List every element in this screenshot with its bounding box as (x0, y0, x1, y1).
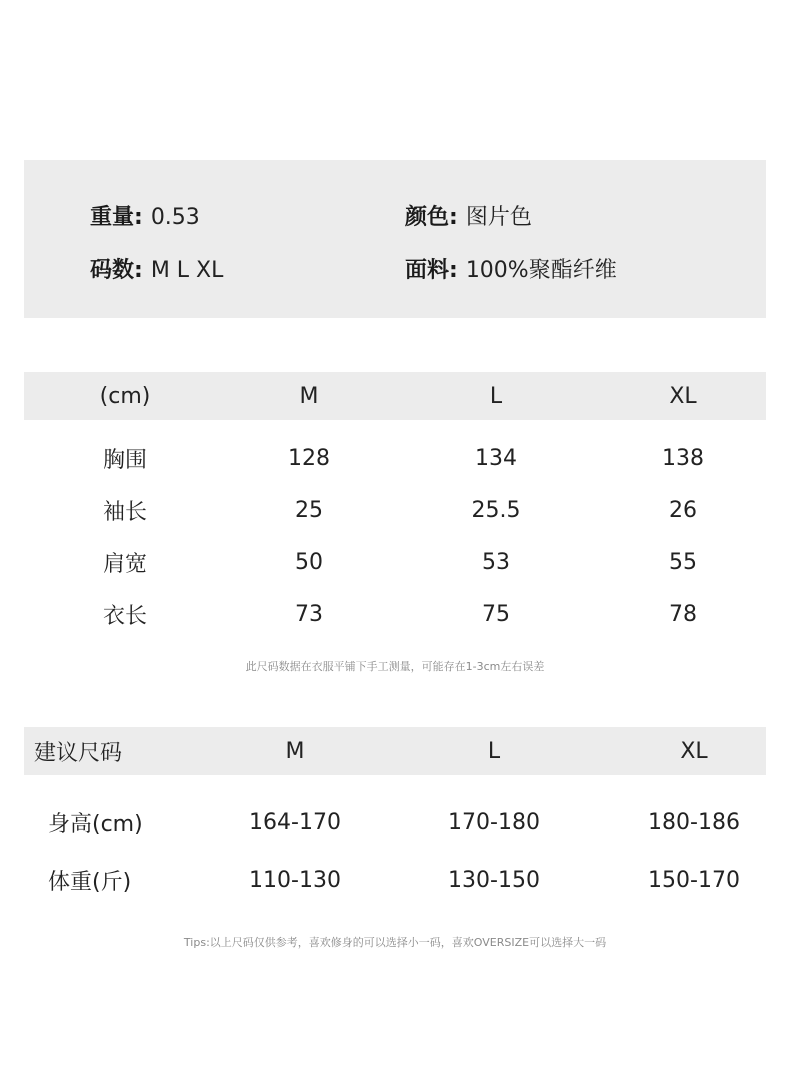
cell-value: 150-170 (648, 867, 740, 893)
row-label: 肩宽 (102, 551, 147, 577)
header-recommend: 建议尺码 (34, 740, 123, 766)
cell-value: 110-130 (249, 867, 341, 893)
size-recommendation-table (24, 727, 766, 909)
cell-value: 73 (295, 601, 323, 627)
table-row (24, 851, 766, 909)
cell-value: 128 (288, 445, 330, 471)
cell-value: 138 (662, 445, 704, 471)
tips-note: Tips:以上尺码仅供参考，喜欢修身的可以选择小一码，喜欢OVERSIZE可以选择大一码 (183, 936, 607, 949)
table-row (24, 484, 766, 536)
cell-value: 75 (482, 601, 510, 627)
table-row (24, 793, 766, 851)
header-size-m: M (285, 738, 305, 764)
table-header (24, 372, 766, 420)
weight-info (90, 204, 200, 232)
cell-value: 130-150 (448, 867, 540, 893)
product-info-panel (24, 160, 766, 318)
fabric-value: 100%聚酯纤维 (465, 258, 617, 283)
weight-value: 0.53 (150, 205, 200, 230)
cell-value: 164-170 (249, 809, 341, 835)
color-value: 图片色 (465, 205, 532, 230)
table-header (24, 727, 766, 775)
weight-label: 重量: (90, 205, 143, 230)
cell-value: 55 (669, 549, 697, 575)
size-measurement-table (24, 372, 766, 640)
cell-value: 134 (475, 445, 517, 471)
table-row (24, 536, 766, 588)
table-row (24, 432, 766, 484)
cell-value: 25.5 (471, 497, 521, 523)
fabric-info (405, 257, 617, 285)
cell-value: 170-180 (448, 809, 540, 835)
sizes-label: 码数: (90, 258, 143, 283)
cell-value: 180-186 (648, 809, 740, 835)
row-label: 胸围 (102, 447, 147, 473)
header-size-m: M (299, 383, 319, 409)
cell-value: 53 (482, 549, 510, 575)
measurement-note: 此尺码数据在衣服平铺下手工测量，可能存在1-3cm左右误差 (245, 660, 545, 673)
color-info (405, 204, 532, 232)
row-label: 袖长 (102, 499, 147, 525)
color-label: 颜色: (405, 205, 458, 230)
cell-value: 50 (295, 549, 323, 575)
cell-value: 25 (295, 497, 323, 523)
header-size-l: L (489, 383, 503, 409)
table-row (24, 588, 766, 640)
header-size-xl: XL (680, 738, 708, 764)
fabric-label: 面料: (405, 258, 458, 283)
header-size-xl: XL (669, 383, 697, 409)
row-label: 身高(cm) (48, 811, 143, 837)
row-label: 衣长 (102, 603, 147, 629)
cell-value: 26 (669, 497, 697, 523)
header-unit: (cm) (99, 383, 151, 409)
cell-value: 78 (669, 601, 697, 627)
header-size-l: L (487, 738, 501, 764)
sizes-info (90, 257, 223, 285)
sizes-value: M L XL (150, 258, 224, 283)
row-label: 体重(斤) (48, 869, 132, 895)
